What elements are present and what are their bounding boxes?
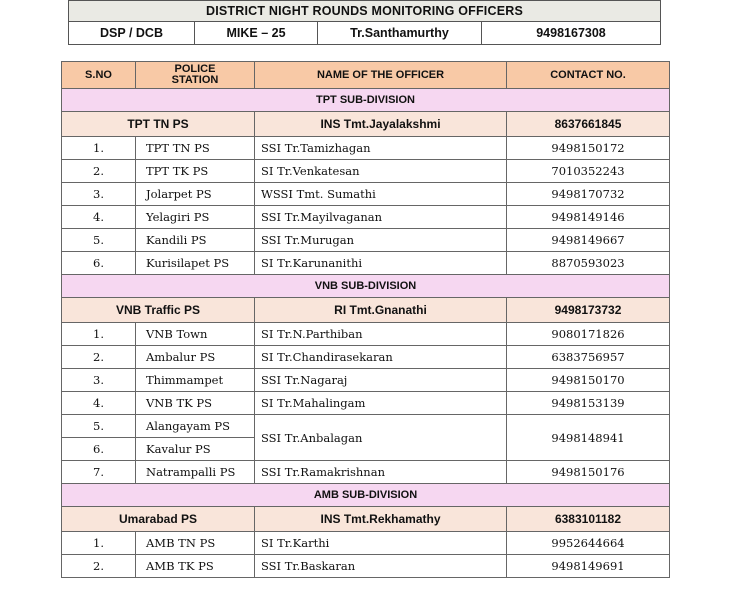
row-no: 4.	[62, 206, 136, 229]
vnb-lead-row	[62, 298, 670, 323]
row-phone: 9498150176	[507, 461, 670, 484]
row-no: 7.	[62, 461, 136, 484]
vnb-lead-phone: 9498173732	[507, 298, 670, 323]
row-no: 3.	[62, 183, 136, 206]
row-ps: TPT TN PS	[136, 137, 255, 160]
header-phone: 9498167308	[482, 22, 661, 45]
vnb-lead-officer: RI Tmt.Gnanathi	[255, 298, 507, 323]
row-officer: SSI Tr.Mayilvaganan	[255, 206, 507, 229]
row-ps: Kavalur PS	[136, 438, 255, 461]
table-row	[62, 392, 670, 415]
amb-lead-phone: 6383101182	[507, 507, 670, 532]
amb-lead-officer: INS Tmt.Rekhamathy	[255, 507, 507, 532]
table-row	[62, 369, 670, 392]
tpt-division-row	[62, 89, 670, 112]
row-officer: SI Tr.Karunanithi	[255, 252, 507, 275]
row-officer: SI Tr.Chandirasekaran	[255, 346, 507, 369]
col-ps-line1: POLICE	[174, 63, 216, 75]
amb-lead-ps: Umarabad PS	[62, 507, 255, 532]
table-row	[62, 555, 670, 578]
table-row	[62, 346, 670, 369]
row-no: 5.	[62, 415, 136, 438]
table-row	[62, 323, 670, 346]
row-officer: SI Tr.Karthi	[255, 532, 507, 555]
table-row	[62, 183, 670, 206]
table-row	[62, 415, 670, 438]
row-no: 1.	[62, 323, 136, 346]
col-police-station	[136, 62, 255, 89]
row-phone: 9080171826	[507, 323, 670, 346]
table-row	[62, 137, 670, 160]
row-no: 2.	[62, 160, 136, 183]
tpt-lead-ps: TPT TN PS	[62, 112, 255, 137]
row-officer: SI Tr.Venkatesan	[255, 160, 507, 183]
row-ps: Yelagiri PS	[136, 206, 255, 229]
row-phone: 9498149691	[507, 555, 670, 578]
row-ps: AMB TK PS	[136, 555, 255, 578]
header-rank: DSP / DCB	[69, 22, 195, 45]
col-sno: S.NO	[62, 62, 136, 89]
row-ps: TPT TK PS	[136, 160, 255, 183]
row-phone: 8870593023	[507, 252, 670, 275]
row-officer: SSI Tr.Ramakrishnan	[255, 461, 507, 484]
header-table	[68, 0, 661, 45]
row-officer: SSI Tr.Tamizhagan	[255, 137, 507, 160]
row-no: 3.	[62, 369, 136, 392]
row-no: 5.	[62, 229, 136, 252]
table-row	[62, 252, 670, 275]
amb-lead-row	[62, 507, 670, 532]
row-officer: SI Tr.Mahalingam	[255, 392, 507, 415]
table-row	[62, 160, 670, 183]
document-title: DISTRICT NIGHT ROUNDS MONITORING OFFICERS	[69, 1, 661, 22]
row-phone: 9498170732	[507, 183, 670, 206]
tpt-lead-phone: 8637661845	[507, 112, 670, 137]
row-phone: 9498153139	[507, 392, 670, 415]
row-officer: SSI Tr.Anbalagan	[255, 415, 507, 461]
header-mike: MIKE – 25	[195, 22, 318, 45]
tpt-lead-officer: INS Tmt.Jayalakshmi	[255, 112, 507, 137]
row-no: 1.	[62, 532, 136, 555]
table-row	[62, 206, 670, 229]
col-contact: CONTACT NO.	[507, 62, 670, 89]
row-no: 4.	[62, 392, 136, 415]
row-ps: VNB Town	[136, 323, 255, 346]
row-phone: 9952644664	[507, 532, 670, 555]
row-phone: 6383756957	[507, 346, 670, 369]
row-no: 6.	[62, 252, 136, 275]
row-ps: Alangayam PS	[136, 415, 255, 438]
row-ps: AMB TN PS	[136, 532, 255, 555]
row-ps: Thimmampet	[136, 369, 255, 392]
row-phone: 9498148941	[507, 415, 670, 461]
vnb-lead-ps: VNB Traffic PS	[62, 298, 255, 323]
row-no: 6.	[62, 438, 136, 461]
col-officer-name: NAME OF THE OFFICER	[255, 62, 507, 89]
row-no: 1.	[62, 137, 136, 160]
table-row	[62, 461, 670, 484]
header-officer: Tr.Santhamurthy	[318, 22, 482, 45]
row-officer: SSI Tr.Nagaraj	[255, 369, 507, 392]
row-phone: 9498149146	[507, 206, 670, 229]
vnb-division-title: VNB SUB-DIVISION	[62, 275, 670, 298]
row-ps: Kurisilapet PS	[136, 252, 255, 275]
officers-table	[61, 61, 670, 578]
amb-division-row	[62, 484, 670, 507]
row-ps: Ambalur PS	[136, 346, 255, 369]
row-officer: SSI Tr.Murugan	[255, 229, 507, 252]
tpt-division-title: TPT SUB-DIVISION	[62, 89, 670, 112]
row-phone: 9498149667	[507, 229, 670, 252]
col-ps-line2: STATION	[171, 74, 219, 86]
row-ps: VNB TK PS	[136, 392, 255, 415]
tpt-lead-row	[62, 112, 670, 137]
row-ps: Jolarpet PS	[136, 183, 255, 206]
row-phone: 7010352243	[507, 160, 670, 183]
row-phone: 9498150172	[507, 137, 670, 160]
row-ps: Kandili PS	[136, 229, 255, 252]
row-no: 2.	[62, 555, 136, 578]
row-no: 2.	[62, 346, 136, 369]
amb-division-title: AMB SUB-DIVISION	[62, 484, 670, 507]
row-phone: 9498150170	[507, 369, 670, 392]
table-row	[62, 229, 670, 252]
vnb-division-row	[62, 275, 670, 298]
row-ps: Natrampalli PS	[136, 461, 255, 484]
column-header-row	[62, 62, 670, 89]
row-officer: WSSI Tmt. Sumathi	[255, 183, 507, 206]
row-officer: SSI Tr.Baskaran	[255, 555, 507, 578]
table-row	[62, 532, 670, 555]
row-officer: SI Tr.N.Parthiban	[255, 323, 507, 346]
